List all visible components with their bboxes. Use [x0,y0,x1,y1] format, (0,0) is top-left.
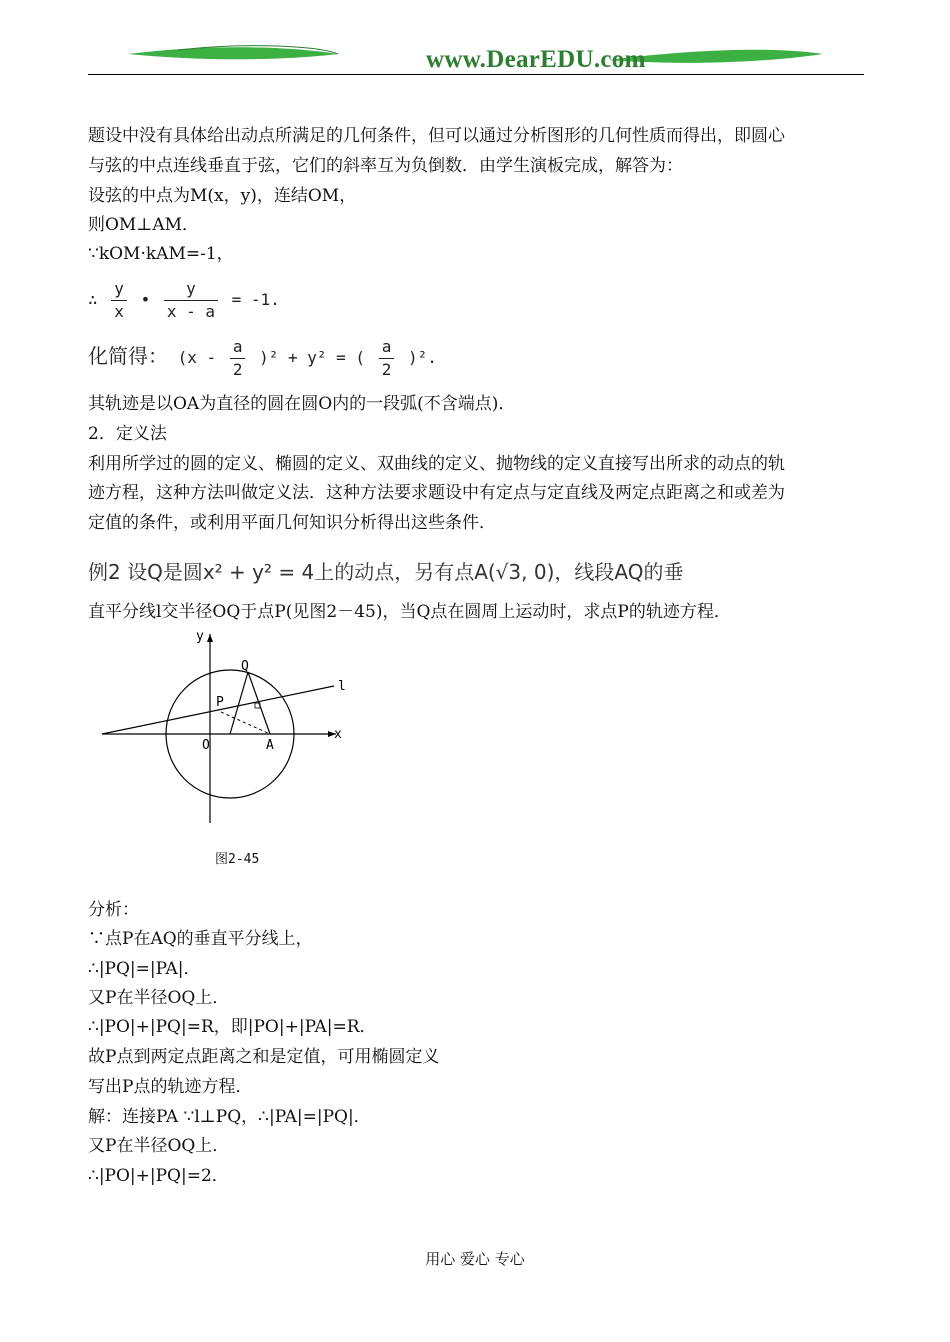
figure-caption: 图2-45 [215,852,260,867]
fraction [379,336,395,381]
left-swoosh [128,47,338,59]
solution-line: 又P在半径OQ上． [88,1136,230,1156]
equation-slope-product [88,278,280,323]
label-q: Q [241,659,249,674]
paragraph-line: 定值的条件，或利用平面几何知识分析得出这些条件． [88,513,496,533]
label-x: x [334,727,342,742]
solution-line: 解：连接PA ∵l⊥PQ，∴|PA|=|PQ|． [88,1107,371,1127]
denominator: 2 [381,360,392,379]
paragraph-line: 直平分线l交半径OQ于点P(见图2－45)，当Q点在圆周上运动时，求点P的轨迹方程． [88,602,731,622]
paragraph-line: 设弦的中点为M(x，y)，连结OM， [88,186,357,206]
paragraph-line: ∵kOM·kAM=-1， [88,244,234,264]
analysis-line: ∴|PO|+|PQ|=R，即|PO|+|PA|=R． [88,1017,377,1037]
equation-simplified [88,336,437,381]
header-rule [88,74,864,75]
label-y: y [196,629,204,644]
label-a: A [266,738,274,753]
equation-part: )². [407,348,437,367]
label-l: l [338,679,346,694]
therefore-symbol: ∴ [88,290,98,309]
paragraph-line: 其轨迹是以OA为直径的圆在圆O内的一段弧(不含端点)． [88,394,516,414]
paragraph-line: 题设中没有具体给出动点所满足的几何条件，但可以通过分析图形的几何性质而得出，即圆心 [88,126,785,146]
denominator: 2 [232,360,243,379]
fraction [230,336,246,381]
equation-label: 化简得： [88,344,168,368]
fraction [164,278,218,323]
numerator: y [111,278,127,301]
paragraph-line: 迹方程，这种方法叫做定义法．这种方法要求题设中有定点与定直线及两定点距离之和或差为 [88,483,785,503]
analysis-line: ∴|PQ|=|PA|． [88,959,201,979]
multiply-dot: • [140,290,151,309]
analysis-line: 故P点到两定点距离之和是定值，可用椭圆定义 [88,1047,440,1067]
analysis-line: 又P在半径OQ上． [88,988,230,1008]
analysis-line: 分析： [88,900,139,920]
figure-2-45 [100,628,360,842]
numerator: y [164,278,218,301]
label-o: O [202,738,210,753]
fraction [111,278,127,323]
geometry-diagram [100,628,360,838]
analysis-line: 写出P点的轨迹方程． [88,1077,253,1097]
segment-oq [230,672,248,734]
denominator: x - a [166,302,216,321]
solution-line: ∴|PO|+|PQ|=2． [88,1166,229,1186]
numerator: a [379,336,395,359]
page-header [88,40,864,80]
segment-pa [221,712,270,734]
label-p: P [216,695,224,710]
numerator: a [230,336,246,359]
y-axis-arrow [207,634,213,642]
section-heading: 2．定义法 [88,424,167,444]
paragraph-line: 与弦的中点连线垂直于弦，它们的斜率互为负倒数．由学生演板完成，解答为： [88,156,683,176]
equation-part: )² + y² = ( [259,348,366,367]
equation-rhs: = -1. [231,290,280,309]
page-footer: 用心 爱心 专心 [425,1250,525,1268]
site-logo[interactable]: www.DearEDU.com [426,46,646,73]
analysis-line: ∵点P在AQ的垂直平分线上， [88,929,313,949]
example-2-statement: 例2 设Q是圆x² + y² = 4上的动点，另有点A(√3, 0)，线段AQ的垂 [88,560,684,584]
paragraph-line: 利用所学过的圆的定义、椭圆的定义、双曲线的定义、抛物线的定义直接写出所求的动点的轨 [88,454,785,474]
paragraph-line: 则OM⊥AM． [88,215,200,235]
equation-part: (x - [177,348,217,367]
line-l [102,686,334,734]
denominator: x [114,302,124,321]
